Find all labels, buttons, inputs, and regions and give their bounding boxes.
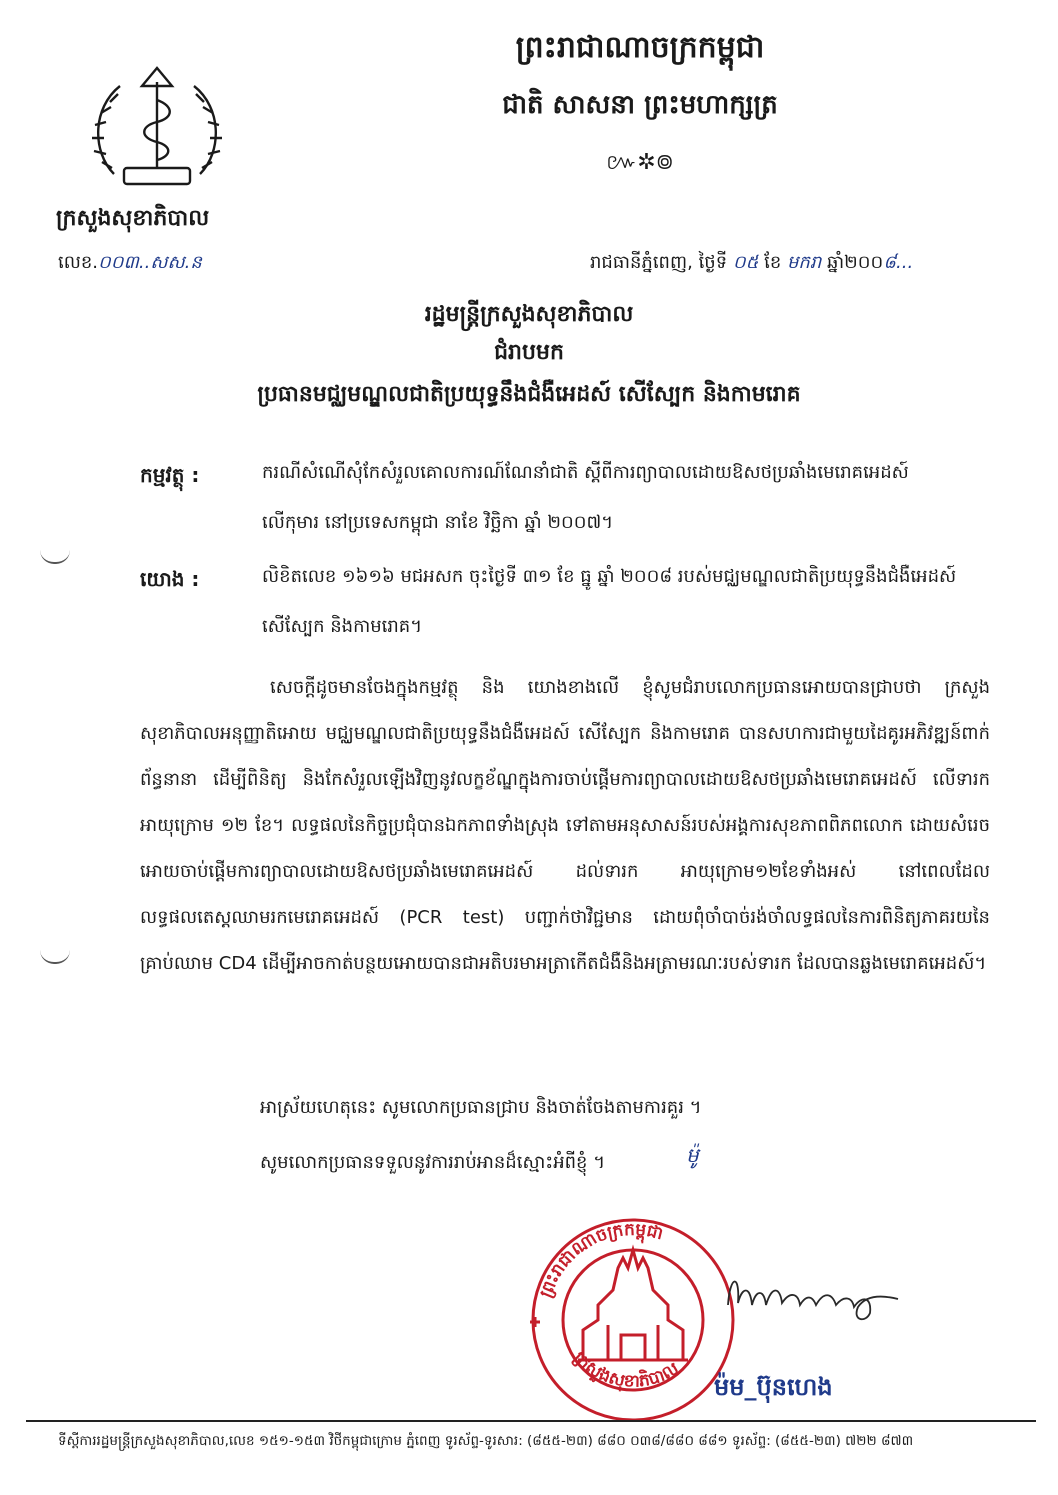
reference-suffix: ..សស.ន [138,252,202,273]
footer-address: ទីស្តីការរដ្ឋមន្ត្រីក្រសួងសុខាភិបាល,លេខ ១៥១-១៥៣ វិថីកម្ពុជាក្រោម ភ្នំពេញ ទូរស័ព្ទ-ទូរសារ: (៨៥៥-២៣) ៨៨០ ០៣៨/៨៨០ ៨៨១ ទូរស័ព្ទ: (៨៥៥-២៣) ៧២២ ៨៧៣ [58,1433,914,1449]
signatory-name: ម៉ម_ប៊ុនហេង [714,1373,833,1401]
ornament-divider: ៚✲៙ [606,150,674,175]
subject-text: ករណីសំណើសុំកែសំរួលគោលការណ៍ណែនាំជាតិ ស្តីពីការព្យាបាលដោយឱសថប្រឆាំងមេរោគអេដស៍ លើកុមារ នៅប្រទេសកម្ពុជា នាខែ វិច្ឆិកា ឆ្នាំ ២០០៧។ [262,462,909,533]
footer-divider [26,1420,1036,1422]
date-month-label: ខែ [764,252,782,273]
date-place: រាជធានីភ្នំពេញ, ថ្ងៃទី [590,252,728,273]
signature-mark [720,1265,910,1325]
date-line [590,250,913,277]
ministry-name: ក្រសួងសុខាភិបាល [56,206,210,231]
reference-number [58,250,202,277]
reference-prefix: លេខ. [58,252,98,273]
date-month: មករា [786,252,822,273]
sender-title: រដ្ឋមន្ត្រីក្រសួងសុខាភិបាល [424,302,634,327]
closing-regards: សូមលោកប្រធានទទួលនូវការរាប់អានដ៏ស្មោះអំពីខ្ញុំ ។ [260,1152,606,1173]
kingdom-heading: ព្រះរាជាណាចក្រកម្ពុជា [515,30,765,65]
date-year-label: ឆ្នាំ២០០ [827,252,884,273]
recipient-title: ប្រធានមជ្ឈមណ្ឌលជាតិប្រយុទ្ធនឹងជំងឺអេដស៍ សើស្បែក និងកាមរោគ [257,382,801,407]
margin-punch-mark [40,950,70,964]
salutation: ជំរាបមក [494,340,564,365]
body-paragraph: សេចក្តីដូចមានចែងក្នុងកម្មវត្ថុ និង យោងខាងលើ ខ្ញុំសូមជំរាបលោកប្រធានអោយបានជ្រាបថា ក្រសួងសុខាភិបាលអនុញ្ញាតិអោយ មជ្ឈមណ្ឌលជាតិប្រយុទ្ធនឹងជំងឺអេដស៍ សើស្បែក និងកាមរោគ បានសហការជាមួយដៃគូរអភិវឌ្ឍន៍ពាក់ព័ន្ធនានា ដើម្បីពិនិត្យ និងកែសំរួលឡើងវិញនូវលក្ខខ័ណ្ឌក្នុងការចាប់ផ្តើមការព្យាបាលដោយឱសថប្រឆាំងមេរោគអេដស៍ លើទារកអាយុក្រោម ១២ ខែ។ លទ្ធផលនៃកិច្ចប្រជុំបានឯកភាពទាំងស្រុង ទៅតាមអនុសាសន៍របស់អង្គការសុខភាពពិភពលោក ដោយសំរេចអោយចាប់ផ្តើមការព្យាបាលដោយឱសថប្រឆាំងមេរោគអេដស៍ ដល់ទារក អាយុក្រោម១២ខែទាំងអស់ នៅពេលដែលលទ្ធផលតេស្តឈាមរកមេរោគអេដស៍ (PCR test) បញ្ជាក់ថាវិជ្ជមាន ដោយពុំចាំបាច់រង់ចាំលទ្ធផលនៃការពិនិត្យភាគរយនៃគ្រាប់ឈាម CD4 ដើម្បីអាចកាត់បន្ថយអោយបានជាអតិបរមាអត្រាកើតជំងឺនិងអត្រាមរណៈរបស់ទារក ដែលបានឆ្លងមេរោគអេដស៍។ [140,677,990,974]
date-day: ០៥ [732,252,759,273]
margin-punch-mark [40,550,70,564]
ministry-emblem-icon [82,56,232,206]
svg-text:ក្រសួងសុខាភិបាល [569,1348,682,1392]
subject-label: កម្មវត្ថុ : [140,463,200,487]
national-motto: ជាតិ សាសនា ព្រះមហាក្សត្រ [502,90,778,120]
stamp-top-text: ព្រះរាជាណាចក្រកម្ពុជា [536,1219,666,1301]
reference-number-value: ០០៣ [98,252,139,273]
stamp-bottom-text: ក្រសួងសុខាភិបាល [569,1347,683,1392]
reference-label: យោង : [140,567,200,591]
closing-request: អាស្រ័យហេតុនេះ សូមលោកប្រធានជ្រាប និងចាត់ចែងតាមការគួរ ។ [260,1097,702,1118]
reference-text: លិខិតលេខ ១៦១៦ មជអសក ចុះថ្ងៃទី ៣១ ខែ ធ្នូ ឆ្នាំ ២០០៨ របស់មជ្ឈមណ្ឌលជាតិប្រយុទ្ធនឹងជំងឺអេដស៍ សើស្បែក និងកាមរោគ។ [262,566,957,637]
handwritten-initials: ម៉ូ [686,1143,699,1167]
date-year-end: ៨... [883,252,914,273]
